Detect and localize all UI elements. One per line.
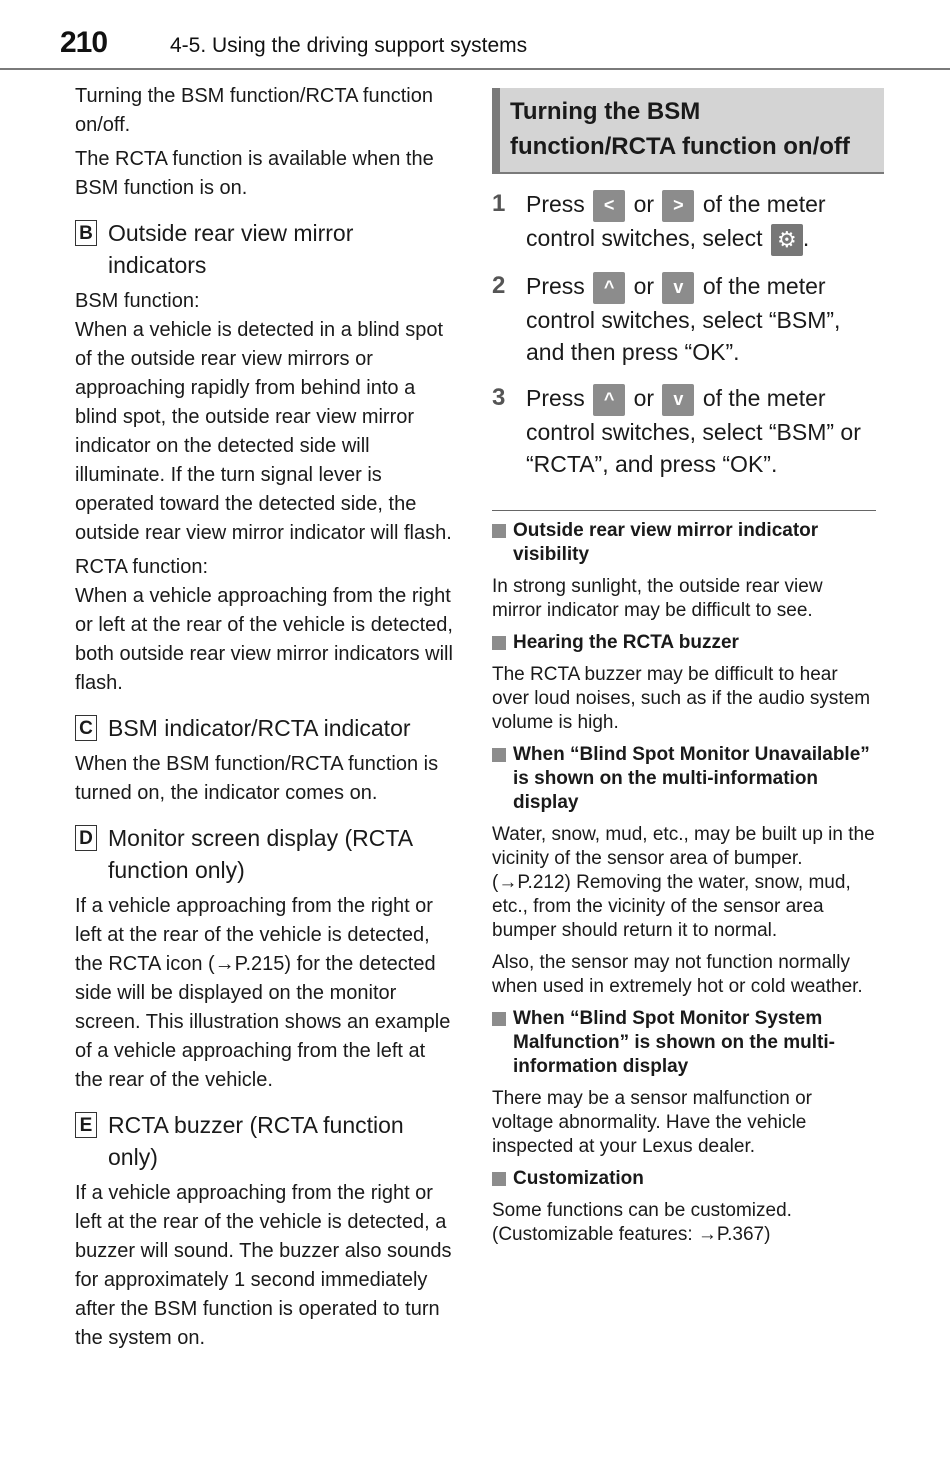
note-heading [492,631,876,655]
step-3 [492,382,876,480]
item-e-text: If a vehicle approaching from the right or left at the rear of the vehicle is detected, a buzzer will sound. The buzzer also sounds for approximately 1 second immediately after the BSM function is operated to turn the system on. [75,1182,452,1349]
left-column [75,82,455,1358]
procedure-heading: Turning the BSM function/RCTA function on/off [492,88,884,174]
note-title: Outside rear view mirror indicator visibility [513,519,819,565]
item-e-title: RCTA buzzer (RCTA function only) [108,1112,404,1170]
note-title: Customization [513,1167,644,1189]
step-text-part: . [802,224,810,251]
intro-text-1: Turning the BSM function/RCTA function on/off. [75,85,433,136]
right-column [492,88,876,1253]
step-number: 2 [492,271,506,299]
label-e-box: E [75,1112,97,1138]
item-d-text: If a vehicle approaching from the right or left at the rear of the vehicle is detected, the RCTA icon (→P.215) for the detected side will be displayed on the monitor screen. This illustration shows an example of a vehicle approaching from the left at the rear of the vehicle. [75,895,451,1091]
up-arrow-icon: ^ [593,384,625,416]
intro-text-2: The RCTA function is available when the BSM function is on. [75,148,434,199]
step-number: 3 [492,383,506,411]
rcta-function-label: RCTA function: [75,556,209,578]
up-arrow-icon: ^ [593,272,625,304]
note-text: Water, snow, mud, etc., may be built up in the vicinity of the sensor area of bumper. (→P.212) Removing the water, snow, mud, etc., from the vicinity of the sensor area bumper should return it to normal. [492,823,875,941]
step-1 [492,188,876,256]
label-d-box: D [75,825,97,851]
label-c-box: C [75,715,97,741]
item-b-title: Outside rear view mirror indicators [108,220,354,278]
left-arrow-icon: < [593,190,625,222]
square-bullet-icon [492,1172,506,1186]
down-arrow-icon: v [662,384,694,416]
step-text-part: of the meter control switches, select “BSM”, and then press “OK”. [526,272,841,365]
rcta-function-text: When a vehicle approaching from the right or left at the rear of the vehicle is detected, both outside rear view mirror indicators will flash. [75,585,453,694]
step-text-part: or [633,384,655,411]
notes-divider [492,510,876,511]
item-d-title: Monitor screen display (RCTA function only) [108,825,412,883]
step-text-part: of the meter control switches, select “BSM” or “RCTA”, and press “OK”. [526,384,861,477]
item-c-text: When the BSM function/RCTA function is turned on, the indicator comes on. [75,753,439,804]
note-text: There may be a sensor malfunction or voltage abnormality. Have the vehicle inspected at your Lexus dealer. [492,1087,812,1157]
down-arrow-icon: v [662,272,694,304]
note-title: When “Blind Spot Monitor System Malfunction” is shown on the multi-information display [513,1007,835,1077]
note-title: Hearing the RCTA buzzer [513,631,739,653]
step-text-part: Press [526,191,585,217]
step-number: 1 [492,190,506,217]
step-text [526,382,876,480]
note-title: When “Blind Spot Monitor Unavailable” is shown on the multi-information display [513,743,870,813]
step-text-part: Press [526,384,585,411]
step-text-part: Press [526,272,585,299]
page-header [0,0,950,70]
square-bullet-icon [492,1012,506,1026]
note-text: The RCTA buzzer may be difficult to hear over loud noises, such as if the audio system volume is high. [492,663,871,733]
note-heading [492,1167,876,1191]
step-text-part: or [633,272,655,299]
square-bullet-icon [492,524,506,538]
step-text-part: of the meter control switches, select [526,191,826,251]
item-e-heading [75,1109,455,1173]
item-c-title: BSM indicator/RCTA indicator [108,715,411,741]
item-c-heading [75,712,455,744]
item-b-heading [75,217,455,281]
step-2 [492,270,876,368]
page-number: 210 [60,26,108,59]
right-arrow-icon: > [662,190,694,222]
note-text: Some functions can be customized. (Customizable features: →P.367) [492,1199,792,1245]
label-b-box: B [75,220,97,246]
header-divider [0,68,950,70]
note-heading [492,743,876,815]
gear-icon: ⚙ [771,224,803,256]
note-heading [492,1007,876,1079]
item-d-heading [75,822,455,886]
square-bullet-icon [492,748,506,762]
step-text [526,188,876,256]
step-text [526,270,876,368]
note-text: In strong sunlight, the outside rear view mirror indicator may be difficult to see. [492,575,823,621]
square-bullet-icon [492,636,506,650]
section-title: 4-5. Using the driving support systems [170,34,528,57]
note-heading [492,519,876,567]
bsm-function-text: When a vehicle is detected in a blind spot of the outside rear view mirrors or approaching rapidly from behind into a blind spot, the outside rear view mirror indicator on the detected side will illuminate. If the turn signal lever is operated toward the detected side, the outside rear view mirror indicator will flash. [75,319,452,544]
bsm-function-label: BSM function: [75,290,200,312]
note-text: Also, the sensor may not function normally when used in extremely hot or cold weather. [492,951,863,997]
step-text-part: or [633,191,655,217]
